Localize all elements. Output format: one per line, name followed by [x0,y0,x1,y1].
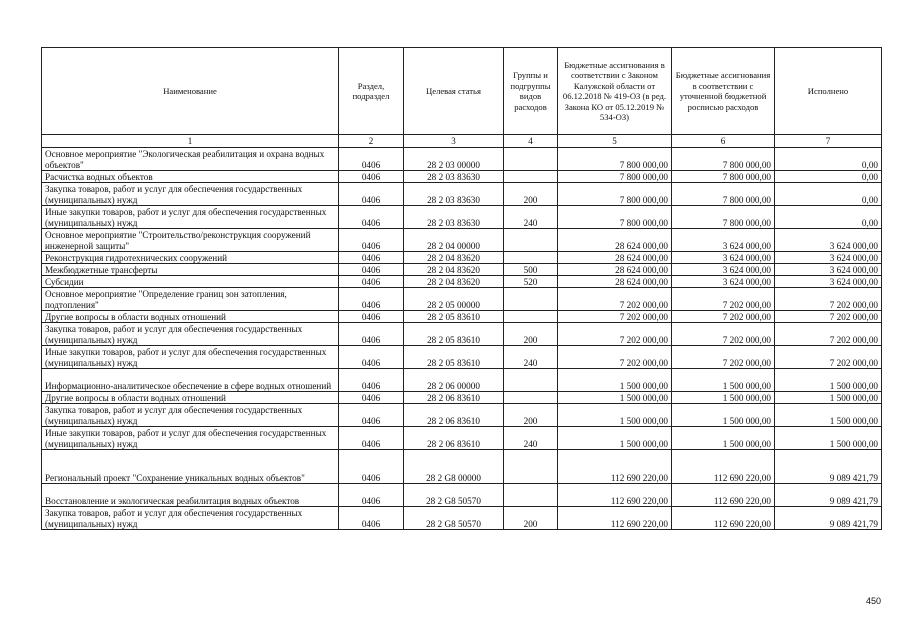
cell-law-budget: 7 800 000,00 [558,206,672,229]
cell-section: 0406 [339,206,404,229]
table-row [42,346,882,369]
table-row [42,148,882,171]
cell-law-budget: 7 202 000,00 [558,311,672,323]
table-row [42,450,882,484]
cell-name: Другие вопросы в области водных отношений [42,392,339,404]
cell-section: 0406 [339,311,404,323]
cell-executed: 3 624 000,00 [775,229,882,252]
cell-name: Межбюджетные трансферты [42,264,339,276]
cell-refined-budget: 3 624 000,00 [672,229,775,252]
cell-executed: 1 500 000,00 [775,392,882,404]
cell-law-budget: 1 500 000,00 [558,392,672,404]
table-row [42,507,882,530]
cell-section: 0406 [339,507,404,530]
cell-law-budget: 28 624 000,00 [558,252,672,264]
cell-section: 0406 [339,171,404,183]
cell-refined-budget: 7 800 000,00 [672,183,775,206]
cell-group [504,369,558,392]
cell-law-budget: 7 800 000,00 [558,183,672,206]
cell-group [504,229,558,252]
cell-section: 0406 [339,148,404,171]
table-row [42,206,882,229]
cell-name: Иные закупки товаров, работ и услуг для обеспечения государственных (муниципальных) нужд [42,206,339,229]
cell-target: 28 2 05 83610 [404,311,504,323]
table-row [42,171,882,183]
cell-group [504,450,558,484]
cell-target: 28 2 05 83610 [404,346,504,369]
table-row [42,229,882,252]
cell-section: 0406 [339,404,404,427]
cell-target: 28 2 05 83610 [404,323,504,346]
cell-refined-budget: 3 624 000,00 [672,276,775,288]
cell-group [504,288,558,311]
cell-refined-budget: 112 690 220,00 [672,450,775,484]
cell-law-budget: 1 500 000,00 [558,427,672,450]
header-target: Целевая статья [404,48,504,135]
header-refined-budget: Бюджетные ассигнования в соответствии с уточненной бюджетной росписью расходов [672,48,775,135]
cell-executed: 1 500 000,00 [775,369,882,392]
cell-section: 0406 [339,392,404,404]
cell-section: 0406 [339,346,404,369]
cell-refined-budget: 3 624 000,00 [672,264,775,276]
cell-law-budget: 1 500 000,00 [558,404,672,427]
cell-refined-budget: 7 202 000,00 [672,288,775,311]
cell-group [504,252,558,264]
cell-target: 28 2 06 83610 [404,404,504,427]
cell-group: 240 [504,427,558,450]
cell-name: Иные закупки товаров, работ и услуг для обеспечения государственных (муниципальных) нужд [42,346,339,369]
cell-name: Закупка товаров, работ и услуг для обеспечения государственных (муниципальных) нужд [42,507,339,530]
table-row [42,252,882,264]
cell-law-budget: 28 624 000,00 [558,276,672,288]
cell-name: Восстановление и экологическая реабилитация водных объектов [42,484,339,507]
cell-section: 0406 [339,252,404,264]
cell-law-budget: 7 202 000,00 [558,288,672,311]
table-row [42,427,882,450]
cell-section: 0406 [339,323,404,346]
cell-group: 200 [504,507,558,530]
cell-law-budget: 112 690 220,00 [558,484,672,507]
cell-group: 200 [504,323,558,346]
cell-target: 28 2 04 00000 [404,229,504,252]
table-row [42,404,882,427]
cell-executed: 0,00 [775,148,882,171]
cell-refined-budget: 112 690 220,00 [672,507,775,530]
cell-name: Региональный проект "Сохранение уникальных водных объектов" [42,450,339,484]
cell-group [504,484,558,507]
cell-law-budget: 112 690 220,00 [558,507,672,530]
cell-target: 28 2 03 83630 [404,171,504,183]
cell-name: Основное мероприятие "Определение границ зон затопления, подтопления" [42,288,339,311]
column-number: 4 [504,135,558,148]
cell-section: 0406 [339,450,404,484]
budget-table [41,47,882,530]
cell-target: 28 2 03 00000 [404,148,504,171]
cell-group: 200 [504,183,558,206]
cell-target: 28 2 04 83620 [404,264,504,276]
cell-executed: 0,00 [775,183,882,206]
table-row [42,311,882,323]
budget-document [41,47,881,530]
cell-refined-budget: 7 202 000,00 [672,323,775,346]
cell-group [504,311,558,323]
cell-group [504,171,558,183]
cell-executed: 9 089 421,79 [775,507,882,530]
cell-law-budget: 7 202 000,00 [558,346,672,369]
cell-executed: 7 202 000,00 [775,288,882,311]
column-number: 3 [404,135,504,148]
cell-refined-budget: 7 800 000,00 [672,148,775,171]
cell-refined-budget: 7 800 000,00 [672,206,775,229]
cell-law-budget: 7 202 000,00 [558,323,672,346]
cell-group: 500 [504,264,558,276]
cell-section: 0406 [339,276,404,288]
cell-group: 520 [504,276,558,288]
header-name: Наименование [42,48,339,135]
header-row [42,48,882,135]
cell-section: 0406 [339,484,404,507]
cell-refined-budget: 3 624 000,00 [672,252,775,264]
cell-law-budget: 28 624 000,00 [558,264,672,276]
table-row [42,183,882,206]
cell-name: Реконструкция гидротехнических сооружений [42,252,339,264]
cell-target: 28 2 04 83620 [404,276,504,288]
cell-refined-budget: 1 500 000,00 [672,404,775,427]
cell-group [504,392,558,404]
page-number: 450 [866,596,882,606]
cell-executed: 9 089 421,79 [775,450,882,484]
cell-executed: 1 500 000,00 [775,427,882,450]
cell-name: Информационно-аналитическое обеспечение в сфере водных отношений [42,369,339,392]
cell-group [504,148,558,171]
cell-section: 0406 [339,229,404,252]
cell-target: 28 2 04 83620 [404,252,504,264]
cell-executed: 7 202 000,00 [775,323,882,346]
cell-name: Закупка товаров, работ и услуг для обеспечения государственных (муниципальных) нужд [42,323,339,346]
cell-executed: 3 624 000,00 [775,276,882,288]
cell-refined-budget: 112 690 220,00 [672,484,775,507]
cell-executed: 9 089 421,79 [775,484,882,507]
cell-law-budget: 112 690 220,00 [558,450,672,484]
cell-target: 28 2 06 83610 [404,392,504,404]
cell-section: 0406 [339,183,404,206]
cell-executed: 7 202 000,00 [775,311,882,323]
cell-executed: 3 624 000,00 [775,252,882,264]
cell-group: 200 [504,404,558,427]
header-law-budget: Бюджетные ассигнования в соответствии с Законом Калужской области от 06.12.2018 № 419-ОЗ (в ред. Закона КО от 05.12.2019 № 534-ОЗ) [558,48,672,135]
cell-law-budget: 28 624 000,00 [558,229,672,252]
cell-target: 28 2 06 00000 [404,369,504,392]
table-row [42,323,882,346]
cell-target: 28 2 G8 50570 [404,484,504,507]
cell-law-budget: 7 800 000,00 [558,171,672,183]
cell-name: Другие вопросы в области водных отношений [42,311,339,323]
cell-name: Расчистка водных объектов [42,171,339,183]
cell-executed: 0,00 [775,206,882,229]
cell-refined-budget: 7 202 000,00 [672,311,775,323]
cell-group: 240 [504,206,558,229]
cell-name: Основное мероприятие "Строительство/реконструкция сооружений инженерной защиты" [42,229,339,252]
cell-executed: 1 500 000,00 [775,404,882,427]
cell-executed: 7 202 000,00 [775,346,882,369]
cell-executed: 0,00 [775,171,882,183]
cell-name: Иные закупки товаров, работ и услуг для обеспечения государственных (муниципальных) нужд [42,427,339,450]
cell-law-budget: 7 800 000,00 [558,148,672,171]
cell-section: 0406 [339,427,404,450]
cell-name: Основное мероприятие "Экологическая реабилитация и охрана водных объектов" [42,148,339,171]
table-row [42,288,882,311]
table-row [42,484,882,507]
cell-refined-budget: 1 500 000,00 [672,427,775,450]
header-groups: Группы и подгруппы видов расходов [504,48,558,135]
cell-refined-budget: 1 500 000,00 [672,392,775,404]
cell-section: 0406 [339,264,404,276]
cell-refined-budget: 7 800 000,00 [672,171,775,183]
header-executed: Исполнено [775,48,882,135]
table-row [42,264,882,276]
cell-refined-budget: 7 202 000,00 [672,346,775,369]
cell-section: 0406 [339,369,404,392]
cell-target: 28 2 03 83630 [404,183,504,206]
header-section: Раздел, подраздел [339,48,404,135]
cell-target: 28 2 03 83630 [404,206,504,229]
column-number: 1 [42,135,339,148]
column-number: 5 [558,135,672,148]
cell-section: 0406 [339,288,404,311]
cell-name: Закупка товаров, работ и услуг для обеспечения государственных (муниципальных) нужд [42,183,339,206]
cell-target: 28 2 G8 00000 [404,450,504,484]
cell-executed: 3 624 000,00 [775,264,882,276]
column-number: 2 [339,135,404,148]
table-row [42,369,882,392]
cell-name: Субсидии [42,276,339,288]
cell-law-budget: 1 500 000,00 [558,369,672,392]
table-row [42,276,882,288]
cell-target: 28 2 06 83610 [404,427,504,450]
cell-refined-budget: 1 500 000,00 [672,369,775,392]
column-number-row [42,135,882,148]
cell-target: 28 2 G8 50570 [404,507,504,530]
column-number: 7 [775,135,882,148]
cell-group: 240 [504,346,558,369]
cell-name: Закупка товаров, работ и услуг для обеспечения государственных (муниципальных) нужд [42,404,339,427]
column-number: 6 [672,135,775,148]
table-row [42,392,882,404]
cell-target: 28 2 05 00000 [404,288,504,311]
